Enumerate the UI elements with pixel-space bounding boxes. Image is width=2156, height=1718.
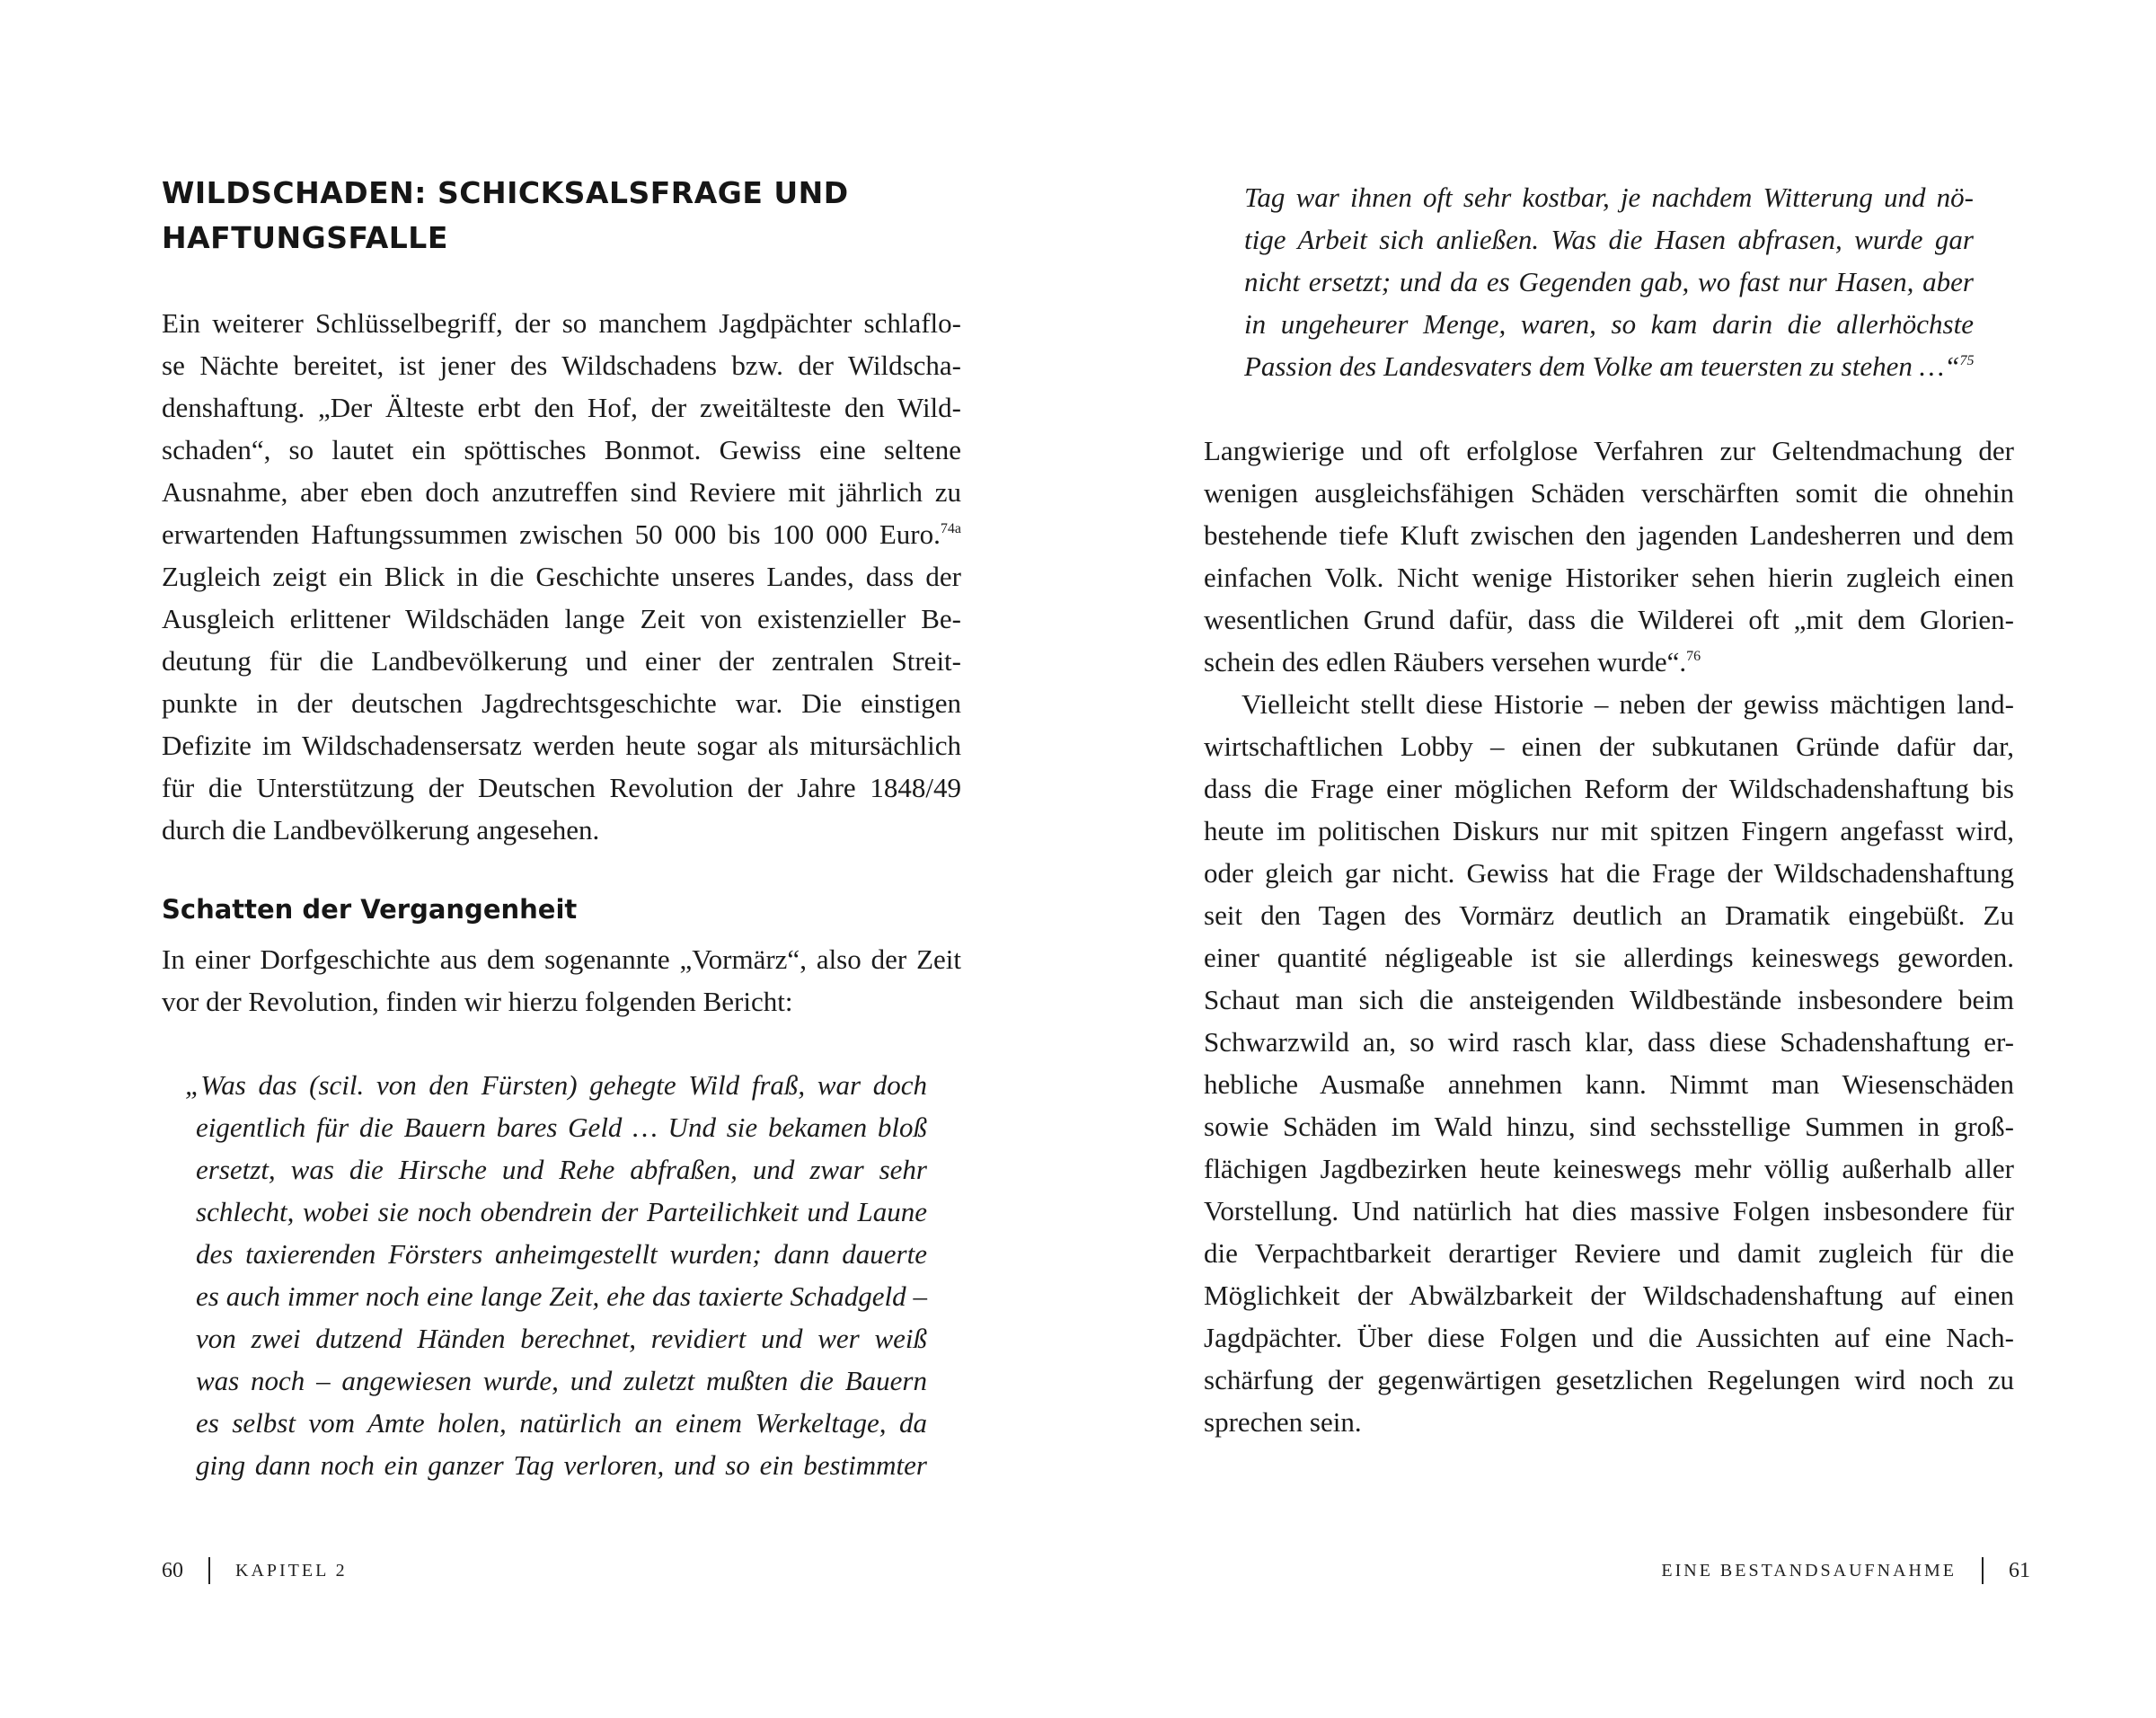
- heading-line-1: WILDSCHADEN: SCHICKSALSFRAGE UND: [162, 175, 849, 210]
- footnote-ref-74a[interactable]: 74a: [940, 521, 961, 536]
- text-line: wenigen ausgleichsfähigen Schäden verschärften somit die ohnehin: [1204, 477, 2014, 509]
- text-line: In einer Dorfgeschichte aus dem sogenannte „Vormärz“, also der Zeit: [162, 943, 961, 975]
- text-line: Schaut man sich die ansteigenden Wildbestände insbesondere beim: [1204, 984, 2014, 1015]
- text-line: wirtschaftlichen Lobby – einen der subkutanen Gründe dafür dar,: [1204, 731, 2014, 762]
- text-line: für die Unterstützung der Deutschen Revolution der Jahre 1848/49: [162, 772, 961, 803]
- text-line: schärfung der gegenwärtigen gesetzlichen Regelungen wird noch zu: [1204, 1364, 2014, 1395]
- quote-line: des taxierenden Försters anheimgestellt wurden; dann dauerte: [196, 1238, 927, 1270]
- text-line: Jagdpächter. Über diese Folgen und die Aussichten auf eine Nach-: [1204, 1322, 2014, 1353]
- text-line: Vielleicht stellt diese Historie – neben der gewiss mächtigen land-: [1241, 688, 2014, 720]
- text-line: seit den Tagen des Vormärz deutlich an Dramatik eingebüßt. Zu: [1204, 899, 2014, 931]
- footnote-ref-76[interactable]: 76: [1686, 649, 1701, 664]
- subheading: Schatten der Vergangenheit: [162, 894, 578, 925]
- text-line: die Verpachtbarkeit derartiger Reviere und damit zugleich für die: [1204, 1237, 2014, 1269]
- text-line: einer quantité négligeable ist sie allerdings keineswegs geworden.: [1204, 942, 2014, 973]
- text-line: sprechen sein.: [1204, 1406, 1362, 1438]
- block-quote-continued: [1244, 176, 1974, 387]
- text-line: schaden“, so lautet ein spöttisches Bonmot. Gewiss eine seltene: [162, 434, 961, 465]
- quote-line: Passion des Landesvaters dem Volke am teuersten zu stehen …“: [1244, 350, 1960, 382]
- text-line: einfachen Volk. Nicht wenige Historiker sehen hierin zugleich einen: [1204, 562, 2014, 593]
- text-line: Langwierige und oft erfolglose Verfahren zur Geltendmachung der: [1204, 435, 2014, 466]
- text-line: Zugleich zeigt ein Blick in die Geschichte unseres Landes, dass der: [162, 561, 961, 592]
- quote-line: in ungeheurer Menge, waren, so kam darin die allerhöchste: [1244, 308, 1974, 340]
- quote-line: ging dann noch ein ganzer Tag verloren, und so ein bestimmter: [196, 1449, 927, 1481]
- right-page: [1078, 0, 2156, 1718]
- quote-line: was noch – angewiesen wurde, und zuletzt mußten die Bauern: [196, 1365, 927, 1396]
- quote-line: eigentlich für die Bauern bares Geld … Und sie bekamen bloß: [196, 1111, 927, 1143]
- text-line-with-footnote: [1244, 345, 1974, 387]
- running-head: KAPITEL 2: [235, 1560, 348, 1581]
- section-heading: [162, 171, 970, 261]
- quote-line: tige Arbeit sich anließen. Was die Hasen abfrasen, wurde gar: [1244, 224, 1974, 255]
- quote-line: es auch immer noch eine lange Zeit, ehe das taxierte Schadgeld –: [196, 1280, 927, 1312]
- text-line: Vorstellung. Und natürlich hat dies massive Folgen insbesondere für: [1204, 1195, 2014, 1227]
- text-line: vor der Revolution, finden wir hierzu folgenden Bericht:: [162, 986, 793, 1017]
- quote-line: schlecht, wobei sie noch obendrein der Parteilichkeit und Laune: [196, 1196, 927, 1227]
- page-footer-left: [162, 1553, 348, 1589]
- quote-line: von zwei dutzend Händen berechnet, revidiert und wer weiß: [196, 1323, 927, 1354]
- text-line: se Nächte bereitet, ist jener des Wildschadens bzw. der Wildscha-: [162, 350, 961, 381]
- quote-line: nicht ersetzt; und da es Gegenden gab, wo fast nur Hasen, aber: [1244, 266, 1974, 297]
- footer-divider: [1982, 1557, 1984, 1584]
- footer-divider: [208, 1557, 210, 1584]
- text-line: denshaftung. „Der Älteste erbt den Hof, der zweitälteste den Wild-: [162, 392, 961, 423]
- text-line: Ein weiterer Schlüsselbegriff, der so manchem Jagdpächter schlaflo-: [162, 307, 961, 339]
- text-line: erwartenden Haftungssummen zwischen 50 000 bis 100 000 Euro.: [162, 518, 941, 550]
- text-line-with-footnote: [162, 513, 961, 555]
- text-line: bestehende tiefe Kluft zwischen den jagenden Landesherren und dem: [1204, 519, 2014, 551]
- paragraph-intro-quote: [162, 938, 961, 1023]
- paragraph-intro: [162, 302, 961, 851]
- text-line: punkte in der deutschen Jagdrechtsgeschichte war. Die einstigen: [162, 687, 961, 719]
- page-number: 60: [162, 1558, 183, 1582]
- text-line: hebliche Ausmaße annehmen kann. Nimmt man Wiesenschäden: [1204, 1068, 2014, 1100]
- quote-line: Tag war ihnen oft sehr kostbar, je nachdem Witterung und nö-: [1244, 182, 1974, 213]
- heading-line-2: HAFTUNGSFALLE: [162, 220, 448, 255]
- text-line: Ausgleich erlittener Wildschäden lange Zeit von existenzieller Be-: [162, 603, 961, 634]
- text-line: Schwarzwild an, so wird rasch klar, dass diese Schadenshaftung er-: [1204, 1026, 2014, 1058]
- paragraph-reform: [1204, 683, 2014, 1443]
- text-line: flächigen Jagdbezirken heute keineswegs mehr völlig außerhalb aller: [1204, 1153, 2014, 1184]
- text-line: Möglichkeit der Abwälzbarkeit der Wildschadenshaftung auf einen: [1204, 1280, 2014, 1311]
- page-number: 61: [2009, 1558, 2030, 1582]
- text-line: schein des edlen Räubers versehen wurde“.: [1204, 646, 1687, 677]
- text-line: sowie Schäden im Wald hinzu, sind sechsstellige Summen in groß-: [1204, 1111, 2014, 1142]
- paragraph-consequences: [1204, 430, 2014, 683]
- page-footer-right: [1661, 1553, 2030, 1589]
- text-line: durch die Landbevölkerung angesehen.: [162, 814, 600, 846]
- quote-line: „Was das (scil. von den Fürsten) gehegte Wild fraß, war doch: [185, 1069, 927, 1101]
- quote-line: es selbst vom Amte holen, natürlich an einem Werkeltage, da: [196, 1407, 927, 1439]
- text-line: wesentlichen Grund dafür, dass die Wilderei oft „mit dem Glorien-: [1204, 604, 2014, 635]
- running-head: EINE BESTANDSAUFNAHME: [1661, 1560, 1957, 1581]
- text-line: dass die Frage einer möglichen Reform der Wildschadenshaftung bis: [1204, 773, 2014, 804]
- text-line: Ausnahme, aber eben doch anzutreffen sind Reviere mit jährlich zu: [162, 476, 961, 508]
- text-line: Defizite im Wildschadensersatz werden heute sogar als mitursächlich: [162, 730, 961, 761]
- footnote-ref-75[interactable]: 75: [1959, 353, 1975, 368]
- text-line-with-footnote: [1204, 641, 2014, 683]
- block-quote: [185, 1064, 927, 1486]
- text-line: deutung für die Landbevölkerung und einer der zentralen Streit-: [162, 645, 961, 677]
- text-line: oder gleich gar nicht. Gewiss hat die Frage der Wildschadenshaftung: [1204, 857, 2014, 889]
- text-line: heute im politischen Diskurs nur mit spitzen Fingern angefasst wird,: [1204, 815, 2014, 846]
- quote-line: ersetzt, was die Hirsche und Rehe abfraßen, und zwar sehr: [196, 1154, 927, 1185]
